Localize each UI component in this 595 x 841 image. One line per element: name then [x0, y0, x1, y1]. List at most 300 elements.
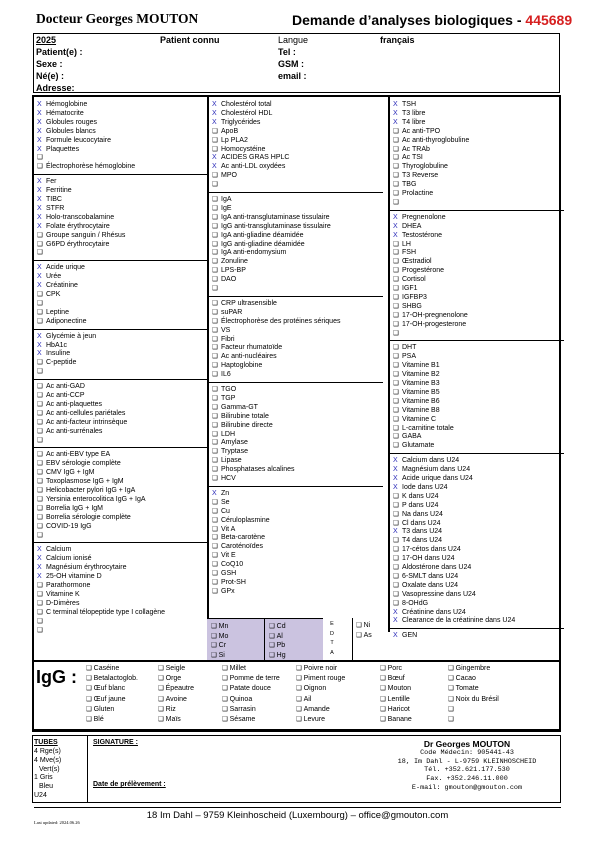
checkbox-icon[interactable]: ❑: [37, 617, 43, 625]
analysis-item[interactable]: [212, 110, 272, 119]
checkbox-icon[interactable]: ❑: [222, 716, 230, 723]
igg-food-item[interactable]: [448, 684, 479, 692]
checkbox-icon[interactable]: ❑: [212, 561, 218, 569]
checkbox-icon[interactable]: ❑: [380, 716, 388, 723]
checkbox-icon[interactable]: ❑: [37, 522, 43, 530]
analysis-item[interactable]: [393, 511, 443, 520]
analysis-item[interactable]: [37, 187, 72, 196]
checkbox-icon[interactable]: ❑: [212, 371, 218, 379]
checkbox-icon[interactable]: ❑: [37, 599, 43, 607]
checkbox-icon[interactable]: ❑: [211, 642, 219, 649]
check-mark-icon[interactable]: X: [37, 332, 42, 340]
analysis-item[interactable]: [212, 181, 221, 190]
patient-field[interactable]: Patient(e) :: [36, 47, 83, 57]
checkbox-icon[interactable]: ❑: [212, 249, 218, 257]
igg-food-item[interactable]: [380, 684, 411, 692]
analysis-item[interactable]: [37, 460, 121, 469]
analysis-item[interactable]: [393, 466, 470, 475]
analysis-item[interactable]: [393, 285, 418, 294]
checkbox-icon[interactable]: ❑: [380, 675, 388, 683]
checkbox-icon[interactable]: ❑: [37, 392, 43, 399]
igg-food-item[interactable]: [296, 684, 326, 692]
checkbox-icon[interactable]: ❑: [393, 136, 399, 144]
igg-food-item[interactable]: [448, 674, 476, 682]
analysis-item[interactable]: [37, 401, 102, 410]
analysis-item[interactable]: [37, 249, 46, 258]
analysis-item[interactable]: [212, 232, 304, 241]
check-mark-icon[interactable]: X: [37, 573, 42, 581]
analysis-item[interactable]: [393, 475, 473, 484]
igg-food-item[interactable]: [296, 715, 325, 723]
igg-food-item[interactable]: [86, 715, 104, 723]
checkbox-icon[interactable]: ❑: [212, 240, 218, 248]
metal-item[interactable]: [356, 631, 372, 639]
checkbox-icon[interactable]: ❑: [212, 299, 218, 307]
checkbox-icon[interactable]: ❑: [393, 424, 399, 432]
analysis-item[interactable]: [37, 546, 71, 555]
checkbox-icon[interactable]: ❑: [296, 675, 304, 683]
metal-item[interactable]: [211, 622, 228, 630]
checkbox-icon[interactable]: ❑: [212, 181, 218, 189]
igg-food-item[interactable]: [86, 674, 138, 682]
checkbox-icon[interactable]: ❑: [212, 421, 218, 429]
analysis-item[interactable]: [212, 223, 331, 232]
igg-food-item[interactable]: [448, 664, 490, 672]
igg-food-item[interactable]: [296, 664, 337, 672]
checkbox-icon[interactable]: ❑: [212, 448, 218, 456]
checkbox-icon[interactable]: ❑: [393, 415, 399, 423]
sex-field[interactable]: Sexe :: [36, 59, 63, 69]
checkbox-icon[interactable]: ❑: [269, 642, 277, 649]
analysis-item[interactable]: [212, 258, 248, 267]
checkbox-icon[interactable]: ❑: [211, 632, 219, 640]
checkbox-icon[interactable]: ❑: [356, 631, 364, 639]
analysis-item[interactable]: [37, 410, 125, 419]
checkbox-icon[interactable]: ❑: [212, 412, 218, 420]
checkbox-icon[interactable]: ❑: [393, 599, 399, 607]
analysis-item[interactable]: [393, 128, 440, 137]
analysis-item[interactable]: [212, 196, 232, 205]
checkbox-icon[interactable]: ❑: [393, 329, 399, 337]
checkbox-icon[interactable]: ❑: [393, 258, 399, 266]
check-mark-icon[interactable]: X: [393, 101, 398, 108]
tel-field[interactable]: Tel :: [278, 47, 296, 57]
analysis-item[interactable]: [37, 419, 127, 428]
check-mark-icon[interactable]: X: [393, 617, 398, 625]
analysis-item[interactable]: [393, 223, 421, 232]
checkbox-icon[interactable]: ❑: [296, 716, 304, 723]
analysis-item[interactable]: [37, 487, 135, 496]
analysis-item[interactable]: [393, 632, 417, 641]
checkbox-icon[interactable]: ❑: [86, 675, 94, 683]
check-mark-icon[interactable]: X: [393, 466, 398, 474]
checkbox-icon[interactable]: ❑: [222, 665, 230, 672]
igg-food-item[interactable]: [86, 684, 125, 692]
analysis-item[interactable]: [37, 478, 124, 487]
analysis-item[interactable]: [37, 342, 67, 351]
checkbox-icon[interactable]: ❑: [393, 406, 399, 414]
checkbox-icon[interactable]: ❑: [212, 222, 218, 230]
metal-item[interactable]: [211, 651, 225, 659]
checkbox-icon[interactable]: ❑: [212, 578, 218, 586]
analysis-item[interactable]: [212, 128, 238, 137]
checkbox-icon[interactable]: ❑: [393, 555, 399, 563]
checkbox-icon[interactable]: ❑: [380, 695, 388, 703]
checkbox-icon[interactable]: ❑: [212, 543, 218, 551]
checkbox-icon[interactable]: ❑: [212, 362, 218, 370]
analysis-item[interactable]: [37, 205, 64, 214]
metal-item[interactable]: [211, 641, 226, 649]
analysis-item[interactable]: [393, 555, 455, 564]
analysis-item[interactable]: [212, 475, 236, 484]
checkbox-icon[interactable]: ❑: [212, 353, 218, 361]
check-mark-icon[interactable]: X: [37, 187, 42, 195]
checkbox-icon[interactable]: ❑: [393, 519, 399, 527]
checkbox-icon[interactable]: ❑: [393, 249, 399, 257]
analysis-item[interactable]: [37, 505, 103, 514]
analysis-item[interactable]: [212, 588, 235, 597]
address-field[interactable]: Adresse:: [36, 83, 75, 93]
check-mark-icon[interactable]: X: [37, 282, 42, 290]
checkbox-icon[interactable]: ❑: [393, 362, 399, 370]
analysis-item[interactable]: [37, 137, 111, 146]
igg-food-item[interactable]: [296, 695, 311, 703]
analysis-item[interactable]: [37, 163, 135, 172]
analysis-item[interactable]: [393, 344, 416, 353]
analysis-item[interactable]: [393, 573, 458, 582]
analysis-item[interactable]: [212, 309, 242, 318]
checkbox-icon[interactable]: ❑: [380, 665, 388, 672]
analysis-item[interactable]: [37, 582, 90, 591]
analysis-item[interactable]: [393, 609, 466, 618]
checkbox-icon[interactable]: ❑: [380, 705, 388, 713]
analysis-item[interactable]: [393, 371, 440, 380]
analysis-item[interactable]: [212, 457, 242, 466]
analysis-item[interactable]: [393, 321, 466, 330]
checkbox-icon[interactable]: ❑: [393, 311, 399, 319]
checkbox-icon[interactable]: ❑: [212, 394, 218, 402]
analysis-item[interactable]: [212, 517, 270, 526]
checkbox-icon[interactable]: ❑: [393, 181, 399, 189]
analysis-item[interactable]: [37, 110, 84, 119]
checkbox-icon[interactable]: ❑: [212, 267, 218, 275]
analysis-item[interactable]: [37, 451, 110, 460]
analysis-item[interactable]: [37, 318, 86, 327]
checkbox-icon[interactable]: ❑: [393, 433, 399, 441]
checkbox-icon[interactable]: ❑: [37, 231, 43, 239]
checkbox-icon[interactable]: ❑: [393, 267, 399, 275]
check-mark-icon[interactable]: X: [393, 632, 398, 640]
check-mark-icon[interactable]: X: [37, 101, 42, 108]
checkbox-icon[interactable]: ❑: [37, 400, 43, 408]
check-mark-icon[interactable]: X: [393, 483, 398, 491]
analysis-item[interactable]: [212, 214, 330, 223]
analysis-item[interactable]: [37, 300, 46, 309]
analysis-item[interactable]: [212, 570, 236, 579]
checkbox-icon[interactable]: ❑: [212, 570, 218, 577]
check-mark-icon[interactable]: X: [37, 546, 42, 554]
checkbox-icon[interactable]: ❑: [211, 651, 219, 659]
check-mark-icon[interactable]: X: [37, 127, 42, 135]
sampling-date-label[interactable]: Date de prélèvement :: [93, 781, 166, 788]
analysis-item[interactable]: [393, 181, 416, 190]
analysis-item[interactable]: [393, 258, 432, 267]
checkbox-icon[interactable]: ❑: [212, 552, 218, 560]
analysis-item[interactable]: [212, 327, 230, 336]
checkbox-icon[interactable]: ❑: [393, 581, 399, 589]
analysis-item[interactable]: [212, 579, 246, 588]
checkbox-icon[interactable]: ❑: [212, 457, 218, 465]
analysis-item[interactable]: [393, 330, 402, 339]
igg-food-item[interactable]: [222, 715, 255, 723]
check-mark-icon[interactable]: X: [393, 109, 398, 117]
igg-food-item[interactable]: [222, 684, 271, 692]
checkbox-icon[interactable]: ❑: [393, 293, 399, 301]
analysis-item[interactable]: [37, 264, 85, 273]
checkbox-icon[interactable]: ❑: [393, 572, 399, 580]
analysis-item[interactable]: [212, 267, 246, 276]
analysis-item[interactable]: [37, 309, 69, 318]
analysis-item[interactable]: [393, 520, 441, 529]
analysis-item[interactable]: [212, 439, 248, 448]
igg-food-item[interactable]: [380, 695, 410, 703]
analysis-item[interactable]: [212, 386, 236, 395]
analysis-item[interactable]: [212, 543, 263, 552]
checkbox-icon[interactable]: ❑: [212, 196, 218, 203]
analysis-item[interactable]: [393, 493, 439, 502]
checkbox-icon[interactable]: ❑: [37, 436, 43, 444]
checkbox-icon[interactable]: ❑: [222, 695, 230, 703]
analysis-item[interactable]: [212, 205, 232, 214]
checkbox-icon[interactable]: ❑: [158, 716, 166, 723]
analysis-item[interactable]: [393, 214, 446, 223]
check-mark-icon[interactable]: X: [37, 341, 42, 349]
check-mark-icon[interactable]: X: [212, 101, 217, 108]
checkbox-icon[interactable]: ❑: [37, 163, 43, 171]
analysis-item[interactable]: [37, 627, 46, 636]
checkbox-icon[interactable]: ❑: [37, 368, 43, 376]
checkbox-icon[interactable]: ❑: [393, 285, 399, 292]
checkbox-icon[interactable]: ❑: [212, 439, 218, 447]
analysis-item[interactable]: [393, 101, 416, 110]
analysis-item[interactable]: [37, 428, 102, 437]
analysis-item[interactable]: [393, 582, 458, 591]
analysis-item[interactable]: [37, 392, 85, 401]
analysis-item[interactable]: [393, 303, 422, 312]
analysis-item[interactable]: [37, 101, 87, 110]
analysis-item[interactable]: [37, 591, 80, 600]
check-mark-icon[interactable]: X: [212, 154, 217, 162]
checkbox-icon[interactable]: ❑: [212, 386, 218, 393]
analysis-item[interactable]: [393, 294, 427, 303]
analysis-item[interactable]: [393, 617, 515, 626]
signature-label[interactable]: SIGNATURE :: [93, 739, 138, 746]
checkbox-icon[interactable]: ❑: [212, 516, 218, 524]
checkbox-icon[interactable]: ❑: [356, 622, 364, 629]
analysis-item[interactable]: [37, 214, 114, 223]
analysis-item[interactable]: [212, 146, 265, 155]
analysis-item[interactable]: [37, 282, 78, 291]
checkbox-icon[interactable]: ❑: [212, 430, 218, 438]
analysis-item[interactable]: [37, 618, 46, 627]
analysis-item[interactable]: [212, 466, 295, 475]
checkbox-icon[interactable]: ❑: [212, 344, 218, 352]
checkbox-icon[interactable]: ❑: [211, 623, 219, 630]
checkbox-icon[interactable]: ❑: [37, 451, 43, 459]
checkbox-icon[interactable]: ❑: [393, 510, 399, 518]
checkbox-icon[interactable]: ❑: [37, 249, 43, 257]
checkbox-icon[interactable]: ❑: [212, 258, 218, 266]
analysis-item[interactable]: [212, 362, 262, 371]
metal-item[interactable]: [269, 622, 286, 630]
check-mark-icon[interactable]: X: [37, 555, 42, 563]
analysis-item[interactable]: [212, 490, 229, 499]
analysis-item[interactable]: [393, 564, 471, 573]
analysis-item[interactable]: [37, 496, 146, 505]
check-mark-icon[interactable]: X: [37, 118, 42, 126]
check-mark-icon[interactable]: X: [37, 564, 42, 572]
igg-food-item[interactable]: [86, 695, 126, 703]
checkbox-icon[interactable]: ❑: [380, 685, 388, 693]
checkbox-icon[interactable]: ❑: [212, 276, 218, 284]
checkbox-icon[interactable]: ❑: [393, 190, 399, 197]
analysis-item[interactable]: [393, 267, 444, 276]
checkbox-icon[interactable]: ❑: [296, 695, 304, 703]
analysis-item[interactable]: [393, 249, 416, 258]
checkbox-icon[interactable]: ❑: [212, 145, 218, 153]
analysis-item[interactable]: [37, 146, 79, 155]
checkbox-icon[interactable]: ❑: [269, 623, 277, 630]
metal-item[interactable]: [356, 621, 370, 629]
analysis-item[interactable]: [393, 407, 440, 416]
analysis-item[interactable]: [37, 154, 46, 163]
check-mark-icon[interactable]: X: [37, 204, 42, 212]
analysis-item[interactable]: [393, 546, 461, 555]
igg-food-item[interactable]: [158, 715, 181, 723]
checkbox-icon[interactable]: ❑: [37, 469, 43, 477]
igg-food-item[interactable]: [86, 664, 119, 672]
analysis-item[interactable]: [393, 528, 442, 537]
analysis-item[interactable]: [37, 232, 125, 241]
igg-food-item[interactable]: [296, 674, 345, 682]
checkbox-icon[interactable]: ❑: [158, 665, 166, 672]
checkbox-icon[interactable]: ❑: [393, 371, 399, 379]
checkbox-icon[interactable]: ❑: [393, 380, 399, 387]
analysis-item[interactable]: [37, 573, 102, 582]
analysis-item[interactable]: [37, 291, 60, 300]
checkbox-icon[interactable]: ❑: [269, 651, 277, 659]
analysis-item[interactable]: [37, 532, 46, 541]
check-mark-icon[interactable]: X: [37, 264, 42, 272]
analysis-item[interactable]: [37, 600, 79, 609]
checkbox-icon[interactable]: ❑: [37, 308, 43, 316]
check-mark-icon[interactable]: X: [393, 608, 398, 616]
analysis-item[interactable]: [393, 433, 421, 442]
analysis-item[interactable]: [37, 273, 61, 282]
metal-item[interactable]: [269, 641, 285, 649]
check-mark-icon[interactable]: X: [393, 475, 398, 482]
checkbox-icon[interactable]: ❑: [37, 359, 43, 367]
checkbox-icon[interactable]: ❑: [37, 478, 43, 486]
checkbox-icon[interactable]: ❑: [296, 665, 304, 672]
igg-food-item[interactable]: [158, 705, 176, 713]
checkbox-icon[interactable]: ❑: [448, 685, 456, 693]
analysis-item[interactable]: [212, 534, 265, 543]
checkbox-icon[interactable]: ❑: [222, 685, 230, 693]
analysis-item[interactable]: [393, 591, 476, 600]
email-field[interactable]: email :: [278, 71, 307, 81]
checkbox-icon[interactable]: ❑: [37, 460, 43, 468]
checkbox-icon[interactable]: ❑: [37, 409, 43, 417]
checkbox-icon[interactable]: ❑: [393, 320, 399, 328]
analysis-item[interactable]: [37, 128, 96, 137]
analysis-item[interactable]: [393, 190, 433, 199]
analysis-item[interactable]: [37, 437, 46, 446]
checkbox-icon[interactable]: ❑: [222, 705, 230, 713]
checkbox-icon[interactable]: ❑: [393, 145, 399, 153]
checkbox-icon[interactable]: ❑: [37, 487, 43, 494]
checkbox-icon[interactable]: ❑: [158, 705, 166, 713]
checkbox-icon[interactable]: ❑: [37, 495, 43, 503]
analysis-item[interactable]: [212, 499, 230, 508]
checkbox-icon[interactable]: ❑: [37, 299, 43, 307]
analysis-item[interactable]: [37, 383, 85, 392]
analysis-item[interactable]: [393, 137, 469, 146]
analysis-item[interactable]: [393, 537, 442, 546]
analysis-item[interactable]: [37, 196, 62, 205]
analysis-item[interactable]: [393, 276, 426, 285]
analysis-item[interactable]: [393, 119, 425, 128]
check-mark-icon[interactable]: X: [37, 145, 42, 153]
analysis-item[interactable]: [37, 469, 94, 478]
checkbox-icon[interactable]: ❑: [212, 475, 218, 482]
check-mark-icon[interactable]: X: [37, 350, 42, 358]
checkbox-icon[interactable]: ❑: [212, 231, 218, 239]
checkbox-icon[interactable]: ❑: [393, 240, 399, 248]
checkbox-icon[interactable]: ❑: [86, 705, 94, 713]
metal-item[interactable]: [269, 632, 283, 640]
checkbox-icon[interactable]: ❑: [296, 685, 304, 693]
checkbox-icon[interactable]: ❑: [212, 335, 218, 343]
igg-food-item[interactable]: [380, 664, 402, 672]
igg-food-item[interactable]: [296, 705, 330, 713]
checkbox-icon[interactable]: ❑: [393, 302, 399, 310]
analysis-item[interactable]: [393, 502, 438, 511]
analysis-item[interactable]: [393, 110, 425, 119]
check-mark-icon[interactable]: X: [37, 273, 42, 281]
checkbox-icon[interactable]: ❑: [212, 172, 218, 180]
analysis-item[interactable]: [393, 380, 440, 389]
checkbox-icon[interactable]: ❑: [393, 154, 399, 162]
analysis-item[interactable]: [212, 119, 260, 128]
checkbox-icon[interactable]: ❑: [448, 665, 456, 672]
checkbox-icon[interactable]: ❑: [212, 525, 218, 533]
igg-food-item[interactable]: [222, 664, 246, 672]
check-mark-icon[interactable]: X: [37, 196, 42, 203]
checkbox-icon[interactable]: ❑: [37, 590, 43, 598]
checkbox-icon[interactable]: ❑: [86, 665, 94, 672]
checkbox-icon[interactable]: ❑: [158, 695, 166, 703]
analysis-item[interactable]: [212, 371, 231, 380]
checkbox-icon[interactable]: ❑: [212, 213, 218, 221]
igg-food-item[interactable]: [158, 684, 194, 692]
analysis-item[interactable]: [212, 561, 243, 570]
analysis-item[interactable]: [37, 223, 110, 232]
analysis-item[interactable]: [212, 422, 273, 431]
analysis-item[interactable]: [212, 353, 277, 362]
analysis-item[interactable]: [212, 404, 258, 413]
check-mark-icon[interactable]: X: [37, 178, 42, 186]
